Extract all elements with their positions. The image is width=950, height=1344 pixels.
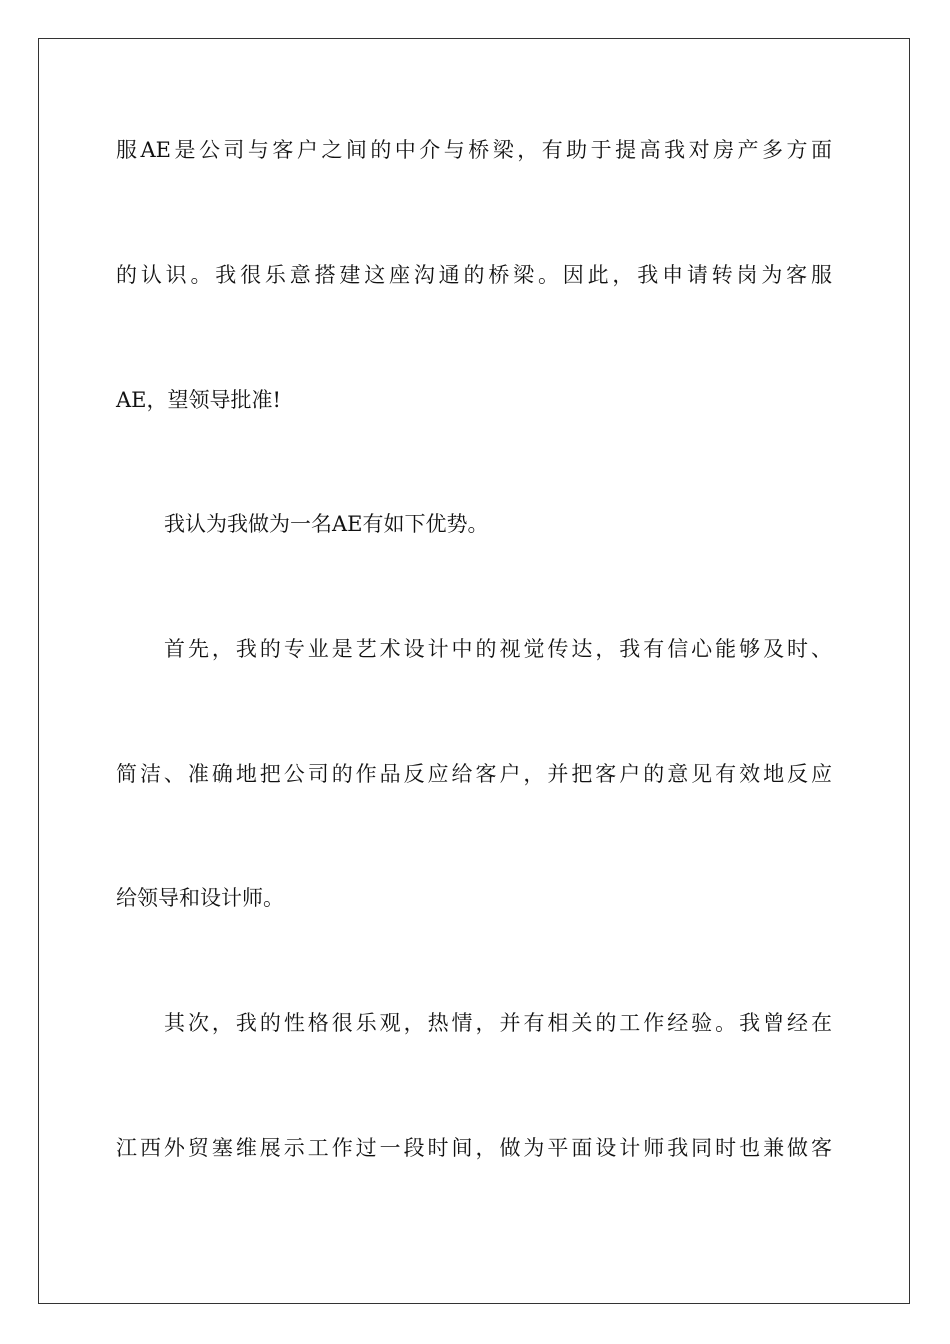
page-border [38, 38, 910, 1304]
paragraph-second-line-1: 其次，我的性格很乐观，热情，并有相关的工作经验。我曾经在 [164, 1011, 832, 1035]
paragraph-second-line-2: 江西外贸塞维展示工作过一段时间，做为平面设计师我同时也兼做客 [116, 1136, 832, 1160]
text-line-1: 服AE是公司与客户之间的中介与桥梁，有助于提高我对房产多方面 [116, 138, 832, 162]
paragraph-first-line-2: 简洁、准确地把公司的作品反应给客户，并把客户的意见有效地反应 [116, 762, 832, 786]
text-line-3: AE，望领导批准! [116, 388, 281, 412]
paragraph-first-line-3: 给领导和设计师。 [116, 886, 284, 910]
text-line-2: 的认识。我很乐意搭建这座沟通的桥梁。因此，我申请转岗为客服 [116, 263, 832, 287]
paragraph-intro: 我认为我做为一名AE有如下优势。 [164, 512, 489, 536]
paragraph-first-line-1: 首先，我的专业是艺术设计中的视觉传达，我有信心能够及时、 [164, 637, 832, 661]
